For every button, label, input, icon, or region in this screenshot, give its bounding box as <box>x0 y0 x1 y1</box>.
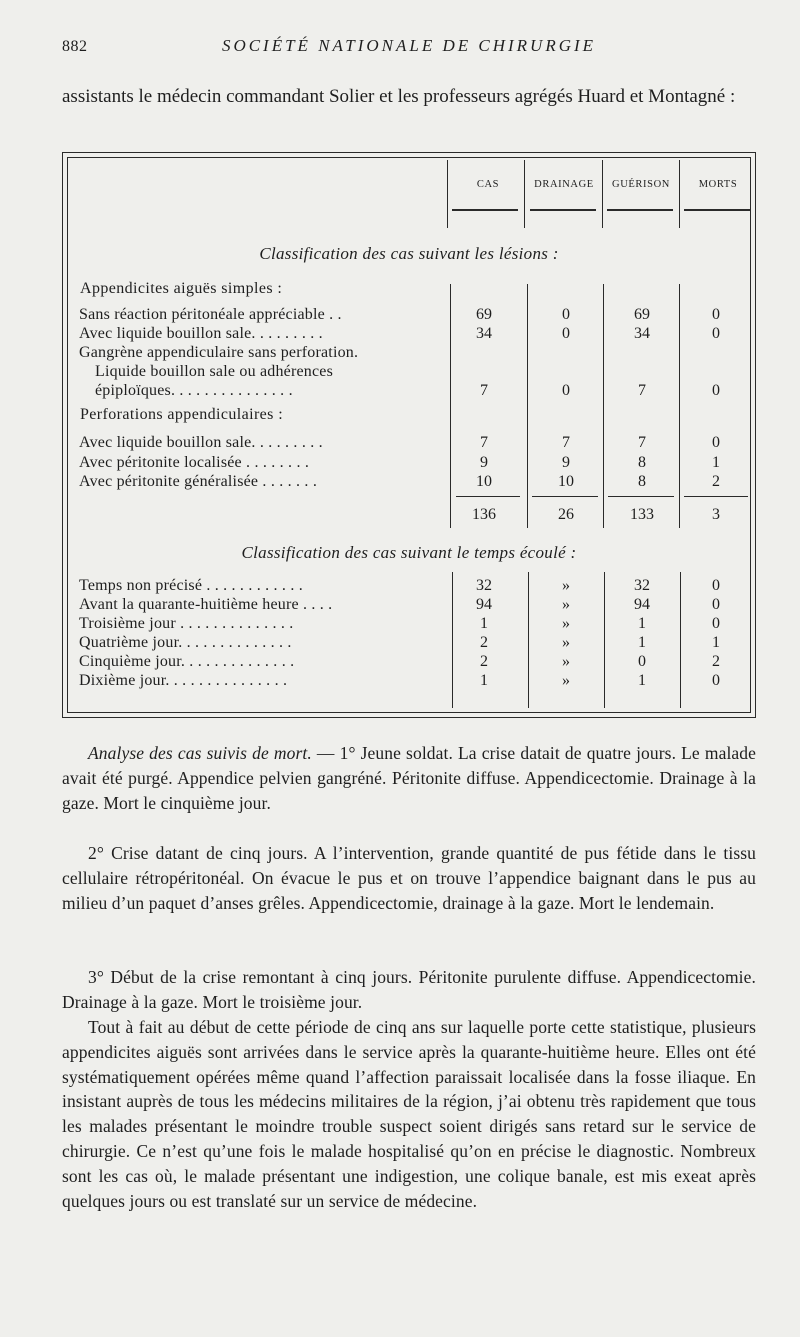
table-row <box>0 653 800 673</box>
row-label: Quatrième jour. . . . . . . . . . . . . . <box>79 634 292 651</box>
table-row <box>0 615 800 635</box>
row-label: Avec liquide bouillon sale. . . . . . . . . <box>79 434 323 451</box>
total-guerison: 133 <box>630 506 654 523</box>
total-rule <box>532 496 598 497</box>
section-title-temps: Classification des cas suivant le temps écoulé : <box>241 543 577 562</box>
group-heading-perforations: Perforations appendiculaires : <box>80 406 284 423</box>
cell-guerison: 1 <box>638 672 646 689</box>
cell-drainage: » <box>562 596 570 613</box>
paragraph-text: — 1° Jeune soldat. La crise datait de quatre jours. Le malade avait été purgé. Appendice pelvien gangréné. Péritonite diffuse. Appendicectomie. Drainage à la gaze. Mort le cinquième jour. <box>62 743 757 813</box>
cell-drainage: 0 <box>562 306 570 323</box>
table-row <box>0 325 800 345</box>
total-rule <box>684 496 748 497</box>
col-divider <box>524 160 525 228</box>
cell-cas: 1 <box>480 615 488 632</box>
cell-guerison: 69 <box>634 306 650 323</box>
total-rule <box>456 496 520 497</box>
table-row <box>0 382 800 402</box>
paragraph-text: Tout à fait au début de cette période de cinq ans sur laquelle porte cette statistique, plusieurs appendicites aiguës sont arrivées dans le service après la quarante-huitième heure. Elles ont été systématiquement opérées même quand l’affection paraissait localisée dans la fosse iliaque. En insistant auprès de tous les médecins militaires de la région, j’ai obtenu très rapidement que tous les malades présentant le moindre trouble suspect soient dirigés sans retard sur le service de chirurgie. Ce n’est qu’une fois le malade hospitalisé qu’on en précise le diagnostic. Nombreux sont les cas où, le malade présentant une indigestion, une colique banale, est mis exeat après quelques jours ou est translaté sur un service de médecine. <box>62 1017 756 1211</box>
cell-drainage: » <box>562 653 570 670</box>
paragraph-analyse <box>62 741 756 815</box>
row-label: Cinquième jour. . . . . . . . . . . . . . <box>79 653 295 670</box>
cell-morts: 0 <box>712 382 720 399</box>
row-label: Dixième jour. . . . . . . . . . . . . . . <box>79 672 288 689</box>
group-heading-simples: Appendicites aiguës simples : <box>80 280 283 297</box>
cell-cas: 34 <box>476 325 492 342</box>
table-row <box>0 672 800 692</box>
cell-morts: 0 <box>712 306 720 323</box>
cell-cas: 32 <box>476 577 492 594</box>
total-rule <box>608 496 674 497</box>
col-divider <box>602 160 603 228</box>
cell-guerison: 8 <box>638 454 646 471</box>
section-title-lesions: Classification des cas suivant les lésions : <box>259 244 559 263</box>
row-label: Avec liquide bouillon sale. . . . . . . . . <box>79 325 323 342</box>
cell-drainage: » <box>562 634 570 651</box>
cell-drainage: » <box>562 615 570 632</box>
cell-drainage: 9 <box>562 454 570 471</box>
cell-drainage: » <box>562 577 570 594</box>
row-label: Avec péritonite localisée . . . . . . . . <box>79 454 310 471</box>
cell-morts: 2 <box>712 653 720 670</box>
paragraph-text: 2° Crise datant de cinq jours. A l’intervention, grande quantité de pus fétide dans le tissu cellulaire rétropéritonéal. On évacue le pus et on trouve l’appendice baignant dans le pus au milieu d’un paquet d’anses grêles. Appendicectomie, drainage à la gaze. Mort le lendemain. <box>62 843 756 913</box>
cell-guerison: 7 <box>638 434 646 451</box>
header-rule <box>607 209 673 211</box>
row-label: Liquide bouillon sale ou adhérences <box>95 363 334 380</box>
table-row <box>0 306 800 326</box>
cell-guerison: 34 <box>634 325 650 342</box>
paragraph-case-3 <box>62 965 756 1015</box>
cell-cas: 7 <box>480 382 488 399</box>
cell-morts: 0 <box>712 596 720 613</box>
cell-guerison: 0 <box>638 653 646 670</box>
row-label: Troisième jour . . . . . . . . . . . . . . <box>79 615 294 632</box>
cell-morts: 0 <box>712 434 720 451</box>
cell-morts: 1 <box>712 454 720 471</box>
intro-text: assistants le médecin commandant Solier et les professeurs agrégés Huard et Montagné : <box>62 86 736 107</box>
row-label: Temps non précisé . . . . . . . . . . . . <box>79 577 303 594</box>
total-drainage: 26 <box>558 506 574 523</box>
table-row <box>0 634 800 654</box>
cell-guerison: 32 <box>634 577 650 594</box>
col-header-morts: MORTS <box>698 179 738 190</box>
header-rule <box>530 209 596 211</box>
running-title: SOCIÉTÉ NATIONALE DE CHIRURGIE <box>221 36 597 55</box>
cell-cas: 7 <box>480 434 488 451</box>
cell-morts: 0 <box>712 672 720 689</box>
paragraph-case-2 <box>62 841 756 915</box>
row-label: Avant la quarante-huitième heure . . . . <box>79 596 333 613</box>
analyse-lead: Analyse des cas suivis de mort. <box>88 743 312 763</box>
col-header-guerison: GUÉRISON <box>612 179 670 190</box>
cell-guerison: 1 <box>638 634 646 651</box>
row-label: épiploïques. . . . . . . . . . . . . . . <box>95 382 293 399</box>
cell-drainage: » <box>562 672 570 689</box>
table-row <box>0 577 800 597</box>
totals-row <box>0 506 800 526</box>
table-row <box>0 363 800 383</box>
cell-morts: 2 <box>712 473 720 490</box>
col-divider <box>447 160 448 228</box>
running-head <box>62 36 756 60</box>
table-row <box>0 434 800 454</box>
cell-drainage: 10 <box>558 473 574 490</box>
table-row <box>0 344 800 364</box>
table-row <box>0 473 800 493</box>
cell-cas: 9 <box>480 454 488 471</box>
paragraph-text: 3° Début de la crise remontant à cinq jours. Péritonite purulente diffuse. Appendicectomie. Drainage à la gaze. Mort le troisième jour. <box>62 967 756 1012</box>
col-header-drainage: DRAINAGE <box>534 179 594 190</box>
page-number: 882 <box>62 38 88 55</box>
cell-guerison: 7 <box>638 382 646 399</box>
total-morts: 3 <box>712 506 720 523</box>
cell-morts: 0 <box>712 615 720 632</box>
cell-cas: 10 <box>476 473 492 490</box>
cell-cas: 69 <box>476 306 492 323</box>
cell-guerison: 94 <box>634 596 650 613</box>
cell-morts: 0 <box>712 577 720 594</box>
cell-cas: 2 <box>480 634 488 651</box>
col-divider <box>679 160 680 228</box>
cell-drainage: 0 <box>562 325 570 342</box>
row-label: Sans réaction péritonéale appréciable . . <box>79 306 342 323</box>
paragraph-discussion <box>62 1015 756 1213</box>
row-label: Avec péritonite généralisée . . . . . . . <box>79 473 318 490</box>
cell-morts: 1 <box>712 634 720 651</box>
table-row <box>0 454 800 474</box>
row-label: Gangrène appendiculaire sans perforation. <box>79 344 359 361</box>
cell-cas: 2 <box>480 653 488 670</box>
cell-cas: 1 <box>480 672 488 689</box>
cell-guerison: 1 <box>638 615 646 632</box>
cell-drainage: 0 <box>562 382 570 399</box>
col-header-cas: CAS <box>476 179 500 190</box>
header-rule <box>684 209 750 211</box>
cell-drainage: 7 <box>562 434 570 451</box>
cell-morts: 0 <box>712 325 720 342</box>
cell-cas: 94 <box>476 596 492 613</box>
table-row <box>0 596 800 616</box>
total-cas: 136 <box>472 506 496 523</box>
cell-guerison: 8 <box>638 473 646 490</box>
header-rule <box>452 209 518 211</box>
